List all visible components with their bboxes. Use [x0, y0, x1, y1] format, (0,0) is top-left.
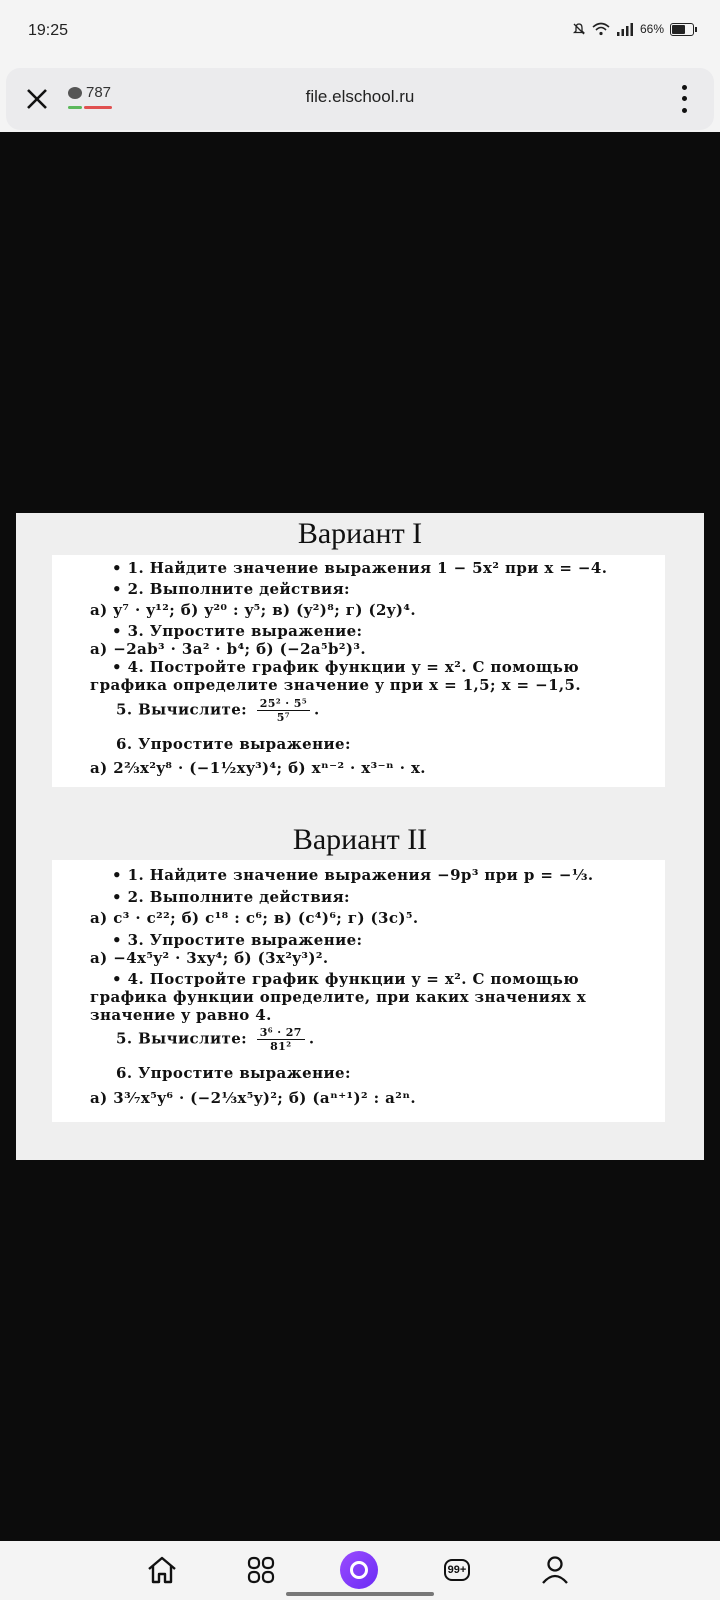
v1-task6: 6. Упростите выражение:: [116, 735, 351, 753]
v1-task2: • 2. Выполните действия:: [112, 580, 350, 598]
home-button[interactable]: [142, 1550, 182, 1590]
v2-task3: • 3. Упростите выражение:: [112, 931, 363, 949]
v1-task4: • 4. Постройте график функции y = x². С помощью: [112, 658, 580, 676]
more-dot-icon: [682, 96, 687, 101]
v2-task6-items: а) 3³⁄₇x⁵y⁶ · (−2⅓x⁵y)²; б) (aⁿ⁺¹)² : a²ⁿ.: [90, 1089, 417, 1107]
wifi-icon: [592, 22, 610, 36]
v1-task5: 5. Вычислите: $\frac{\text{25² · 5⁵}}{\text{5⁷}}$ .: [116, 697, 320, 724]
v1-task5-fraction: [257, 697, 310, 724]
browser-toolbar: [6, 68, 714, 130]
document-image: [16, 513, 704, 1160]
v2-task4-cont2: значение y равно 4.: [90, 1006, 272, 1024]
v2-task4: • 4. Постройте график функции y = x². С помощью: [112, 970, 580, 988]
v1-task1: • 1. Найдите значение выражения 1 − 5x² при x = −4.: [112, 559, 608, 577]
profile-icon: [541, 1555, 569, 1585]
battery-icon: [670, 23, 694, 36]
tabs-button[interactable]: [437, 1550, 477, 1590]
v2-task3-items: а) −4x⁵y² · 3xy⁴; б) (3x²y³)².: [90, 949, 329, 967]
v1-task4-cont: графика определите значение y при x = 1,5; x = −1,5.: [90, 676, 582, 694]
v2-task5-denominator: 81²: [270, 1040, 292, 1053]
variant2-sheet: [52, 860, 665, 1122]
bottom-navigation: [0, 1541, 720, 1600]
status-bar: [0, 0, 720, 62]
v1-task6-items: а) 2⅔x²y⁸ · (−1½xy³)⁴; б) xⁿ⁻² · x³⁻ⁿ · x.: [90, 759, 426, 777]
v2-task5: 5. Вычислите: $\frac{\text{3⁶ · 27}}{\text{81²}}$ .: [116, 1026, 315, 1053]
more-dot-icon: [682, 108, 687, 113]
v1-task5-label: 5. Вычислите:: [116, 700, 248, 719]
v2-task5-fraction: [257, 1026, 305, 1053]
alice-assistant-button[interactable]: [339, 1550, 379, 1590]
v2-task5-label: 5. Вычислите:: [116, 1029, 248, 1048]
profile-button[interactable]: [535, 1550, 575, 1590]
mute-icon: [572, 22, 586, 36]
alice-icon: [340, 1551, 378, 1589]
v2-task2: • 2. Выполните действия:: [112, 888, 350, 906]
v1-task3-items: а) −2ab³ · 3a² · b⁴; б) (−2a⁵b²)³.: [90, 640, 366, 658]
v1-task2-items: а) y⁷ · y¹²; б) y²⁰ : y⁵; в) (y²)⁸; г) (2y)⁴.: [90, 601, 417, 619]
url-text[interactable]: file.elschool.ru: [305, 87, 415, 106]
home-icon: [146, 1555, 178, 1585]
v1-task5-numerator: 25² · 5⁵: [257, 697, 310, 711]
grid-icon: [247, 1556, 275, 1584]
home-indicator[interactable]: [286, 1592, 434, 1596]
more-dot-icon: [682, 85, 687, 90]
more-menu-button[interactable]: [674, 82, 694, 116]
signal-icon: [616, 22, 634, 36]
status-time: 19:25: [28, 22, 69, 39]
variant2-title: Вариант II: [292, 823, 428, 856]
v2-task2-items: а) c³ · c²²; б) c¹⁸ : c⁶; в) (c⁴)⁶; г) (3c)⁵.: [90, 909, 419, 927]
tabs-count-badge: 99+: [444, 1559, 471, 1581]
variant1-title: Вариант I: [297, 517, 423, 550]
services-button[interactable]: [241, 1550, 281, 1590]
v1-task5-denominator: 5⁷: [276, 711, 291, 724]
v2-task1: • 1. Найдите значение выражения −9p³ при p = −⅓.: [112, 866, 594, 884]
variant1-sheet: [52, 555, 665, 787]
v2-task4-cont: графика функции определите, при каких значениях x: [90, 988, 587, 1006]
battery-percent: 66%: [639, 22, 664, 36]
comment-count: 787: [86, 84, 112, 101]
v1-task3: • 3. Упростите выражение:: [112, 622, 363, 640]
v2-task6: 6. Упростите выражение:: [116, 1064, 351, 1082]
status-icons: [572, 22, 694, 36]
v2-task5-numerator: 3⁶ · 27: [257, 1026, 305, 1040]
